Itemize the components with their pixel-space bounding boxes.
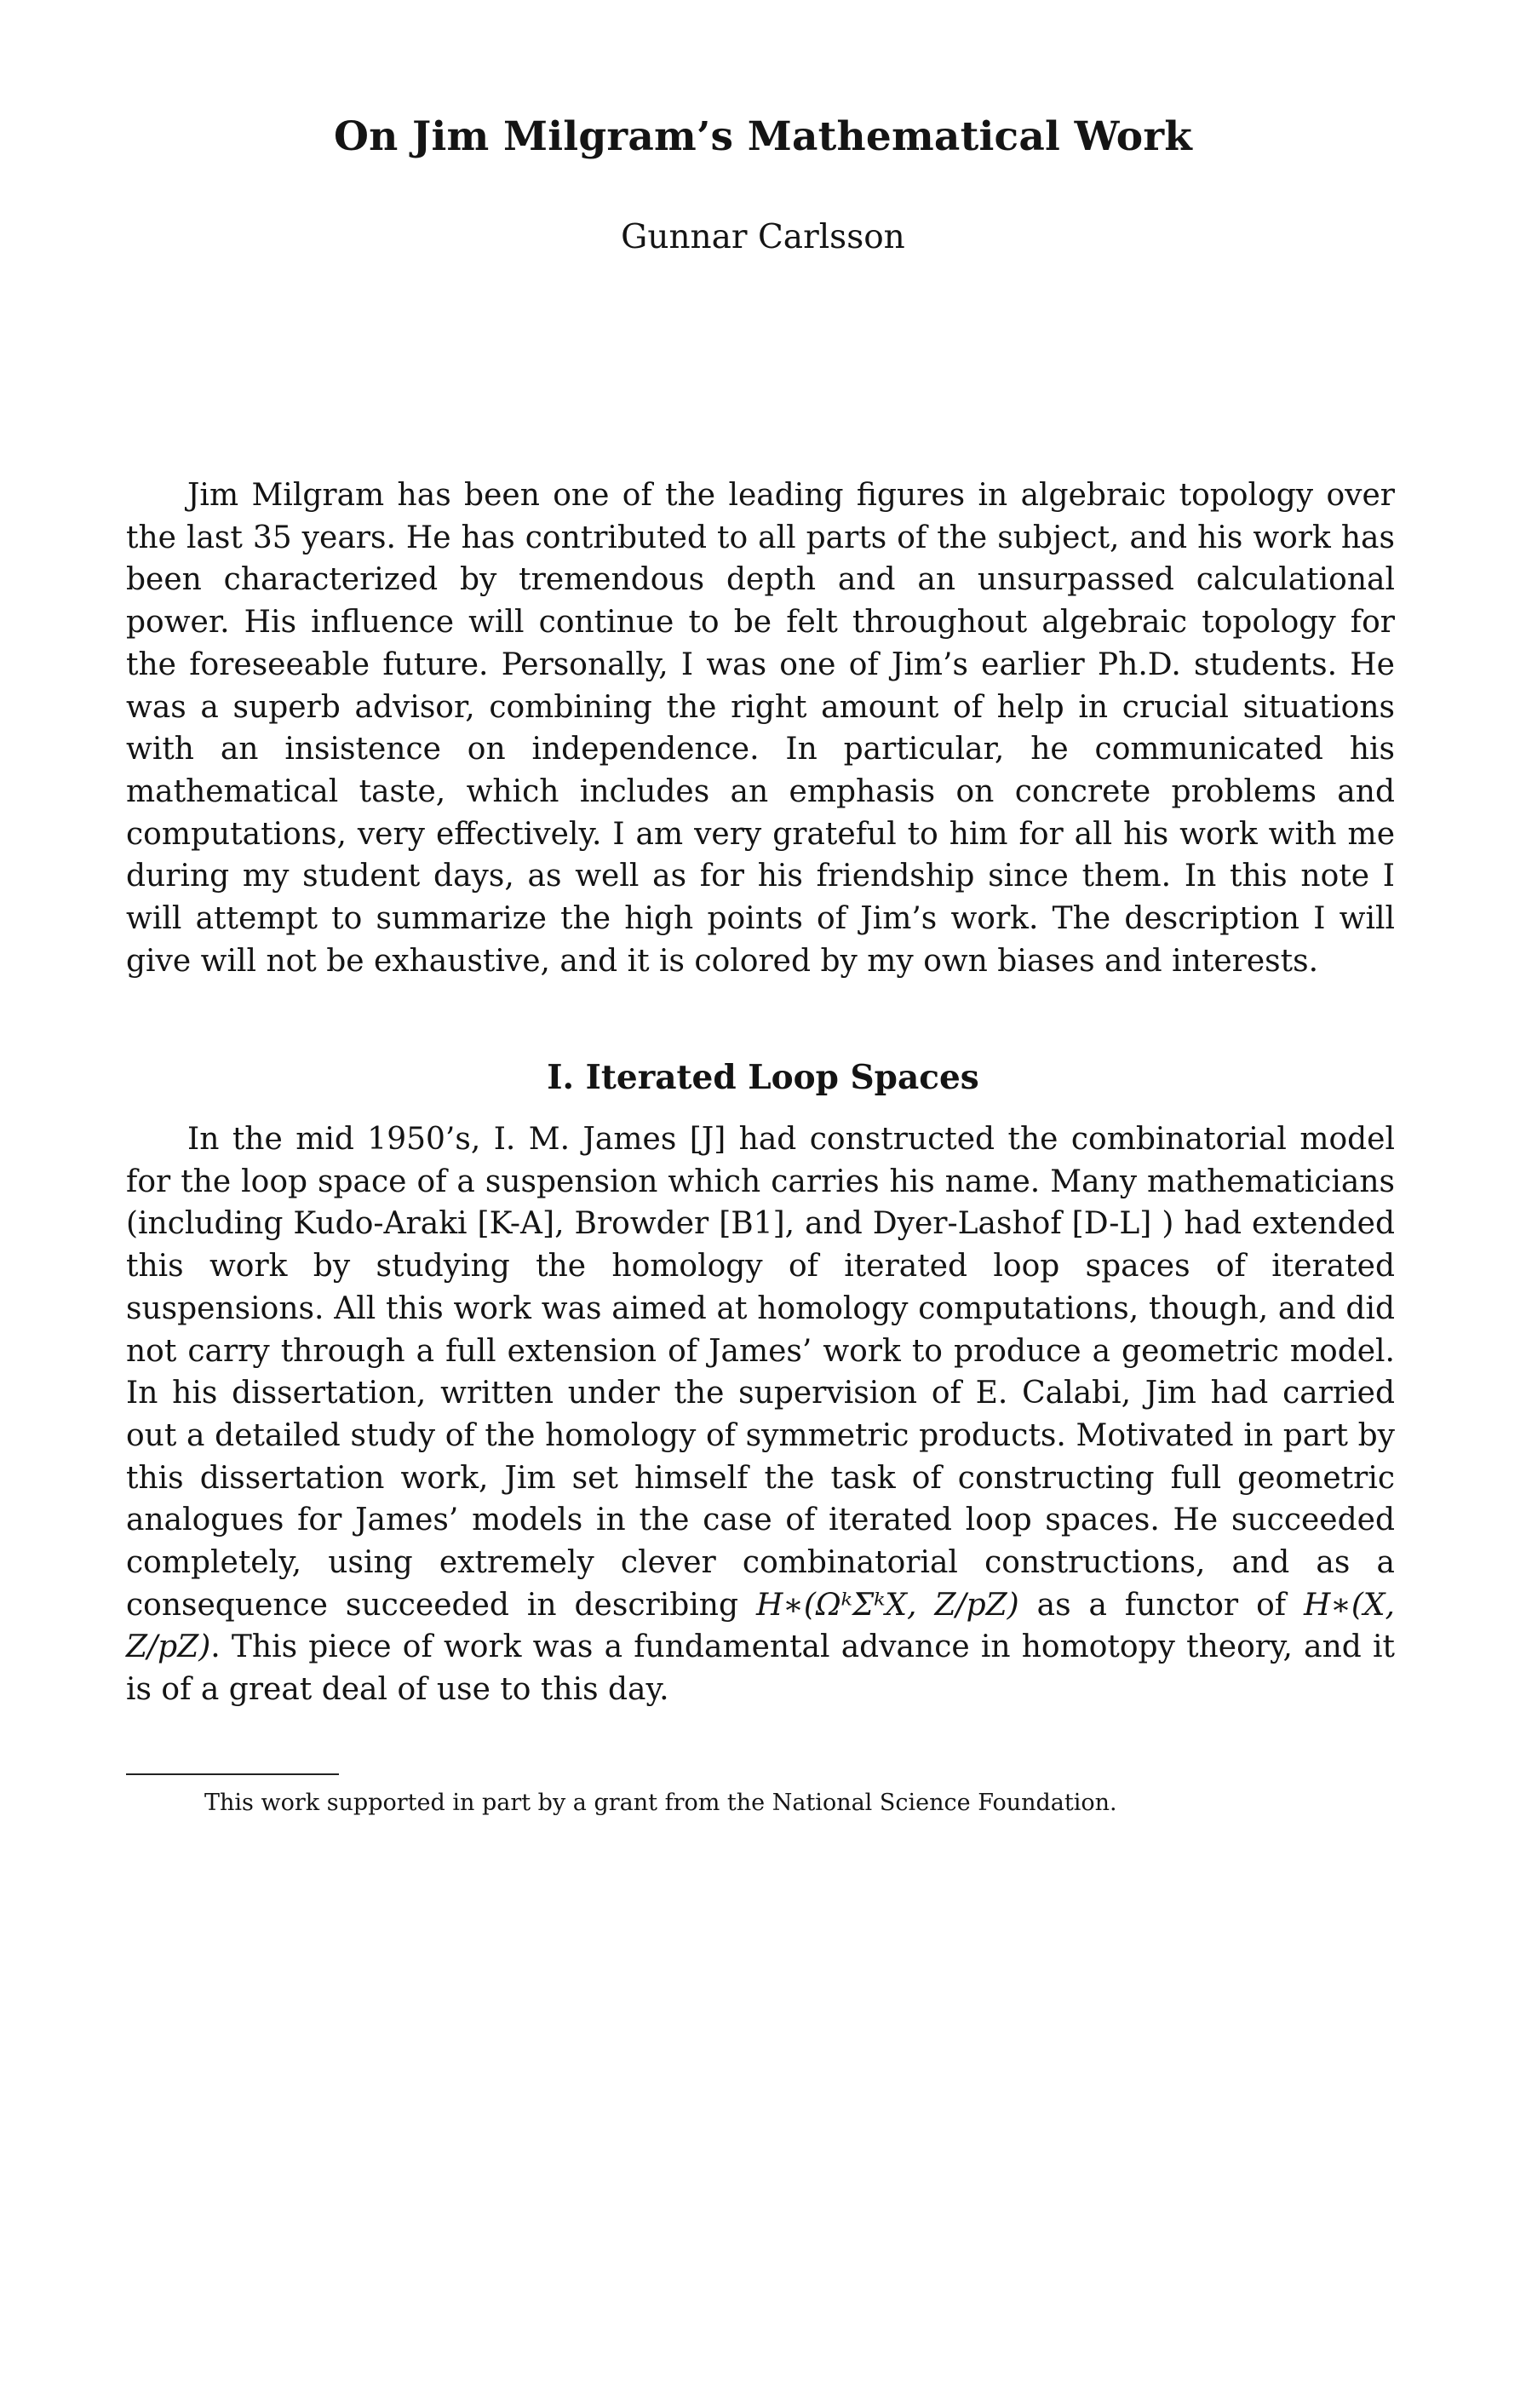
- footnote-divider: [126, 1773, 339, 1775]
- section-heading-iterated-loop-spaces: I. Iterated Loop Spaces: [547, 1058, 979, 1097]
- paragraph-text-part: as a functor of: [1018, 1587, 1305, 1623]
- math-expression-homology: H∗(X, Z/pZ): [126, 1587, 1395, 1665]
- intro-paragraph: Jim Milgram has been one of the leading figures in algebraic topology over the last 35 years. He has contributed to all parts of the subject, and his work has been characterized by tremendous depth and an unsurpassed calculational power. His influence will continue to be felt throughout algebraic topology for the foreseeable future. Personally, I was one of Jim’s earlier Ph.D. students. He was a superb advisor, combining the right amount of help in crucial situations with an insistence on independence. In particular, he communicated his mathematical taste, which includes an emphasis on concrete problems and computations, very effectively. I am very grateful to him for all his work with me during my student days, as well as for his friendship since them. In this note I will attempt to summarize the high points of Jim’s work. The description I will give will not be exhaustive, and it is colored by my own biases and interests.: [126, 478, 1395, 979]
- author-name: Gunnar Carlsson: [621, 218, 905, 256]
- paragraph-text-part: . This piece of work was a fundamental advance in homotopy theory, and it is of a great deal of use to this day.: [126, 1629, 1395, 1708]
- math-expression-loop-homology: H∗(ΩᵏΣᵏX, Z/pZ): [755, 1587, 1019, 1623]
- paragraph-text-part: In the mid 1950’s, I. M. James [J] had constructed the combinatorial model for the loop space of a suspension which carries his name. Many mathematicians (including Kudo-Araki [K-A], Browder [B1], and Dyer-Lashof [D-L] ) had extended this work by studying the homology of iterated loop spaces of iterated suspensions. All this work was aimed at homology computations, though, and did not carry through a full extension of James’ work to produce a geometric model. In his dissertation, written under the supervision of E. Calabi, Jim had carried out a detailed study of the homology of symmetric products. Motivated in part by this dissertation work, Jim set himself the task of constructing full geometric analogues for James’ models in the case of iterated loop spaces. He succeeded completely, using extremely clever combinatorial constructions, and as a consequence succeeded in describing: [126, 1122, 1395, 1623]
- footnote: This work supported in part by a grant from the National Science Foundation.: [204, 1790, 1117, 1816]
- section-paragraph: [126, 1118, 1395, 1711]
- page-title: On Jim Milgram’s Mathematical Work: [333, 113, 1193, 160]
